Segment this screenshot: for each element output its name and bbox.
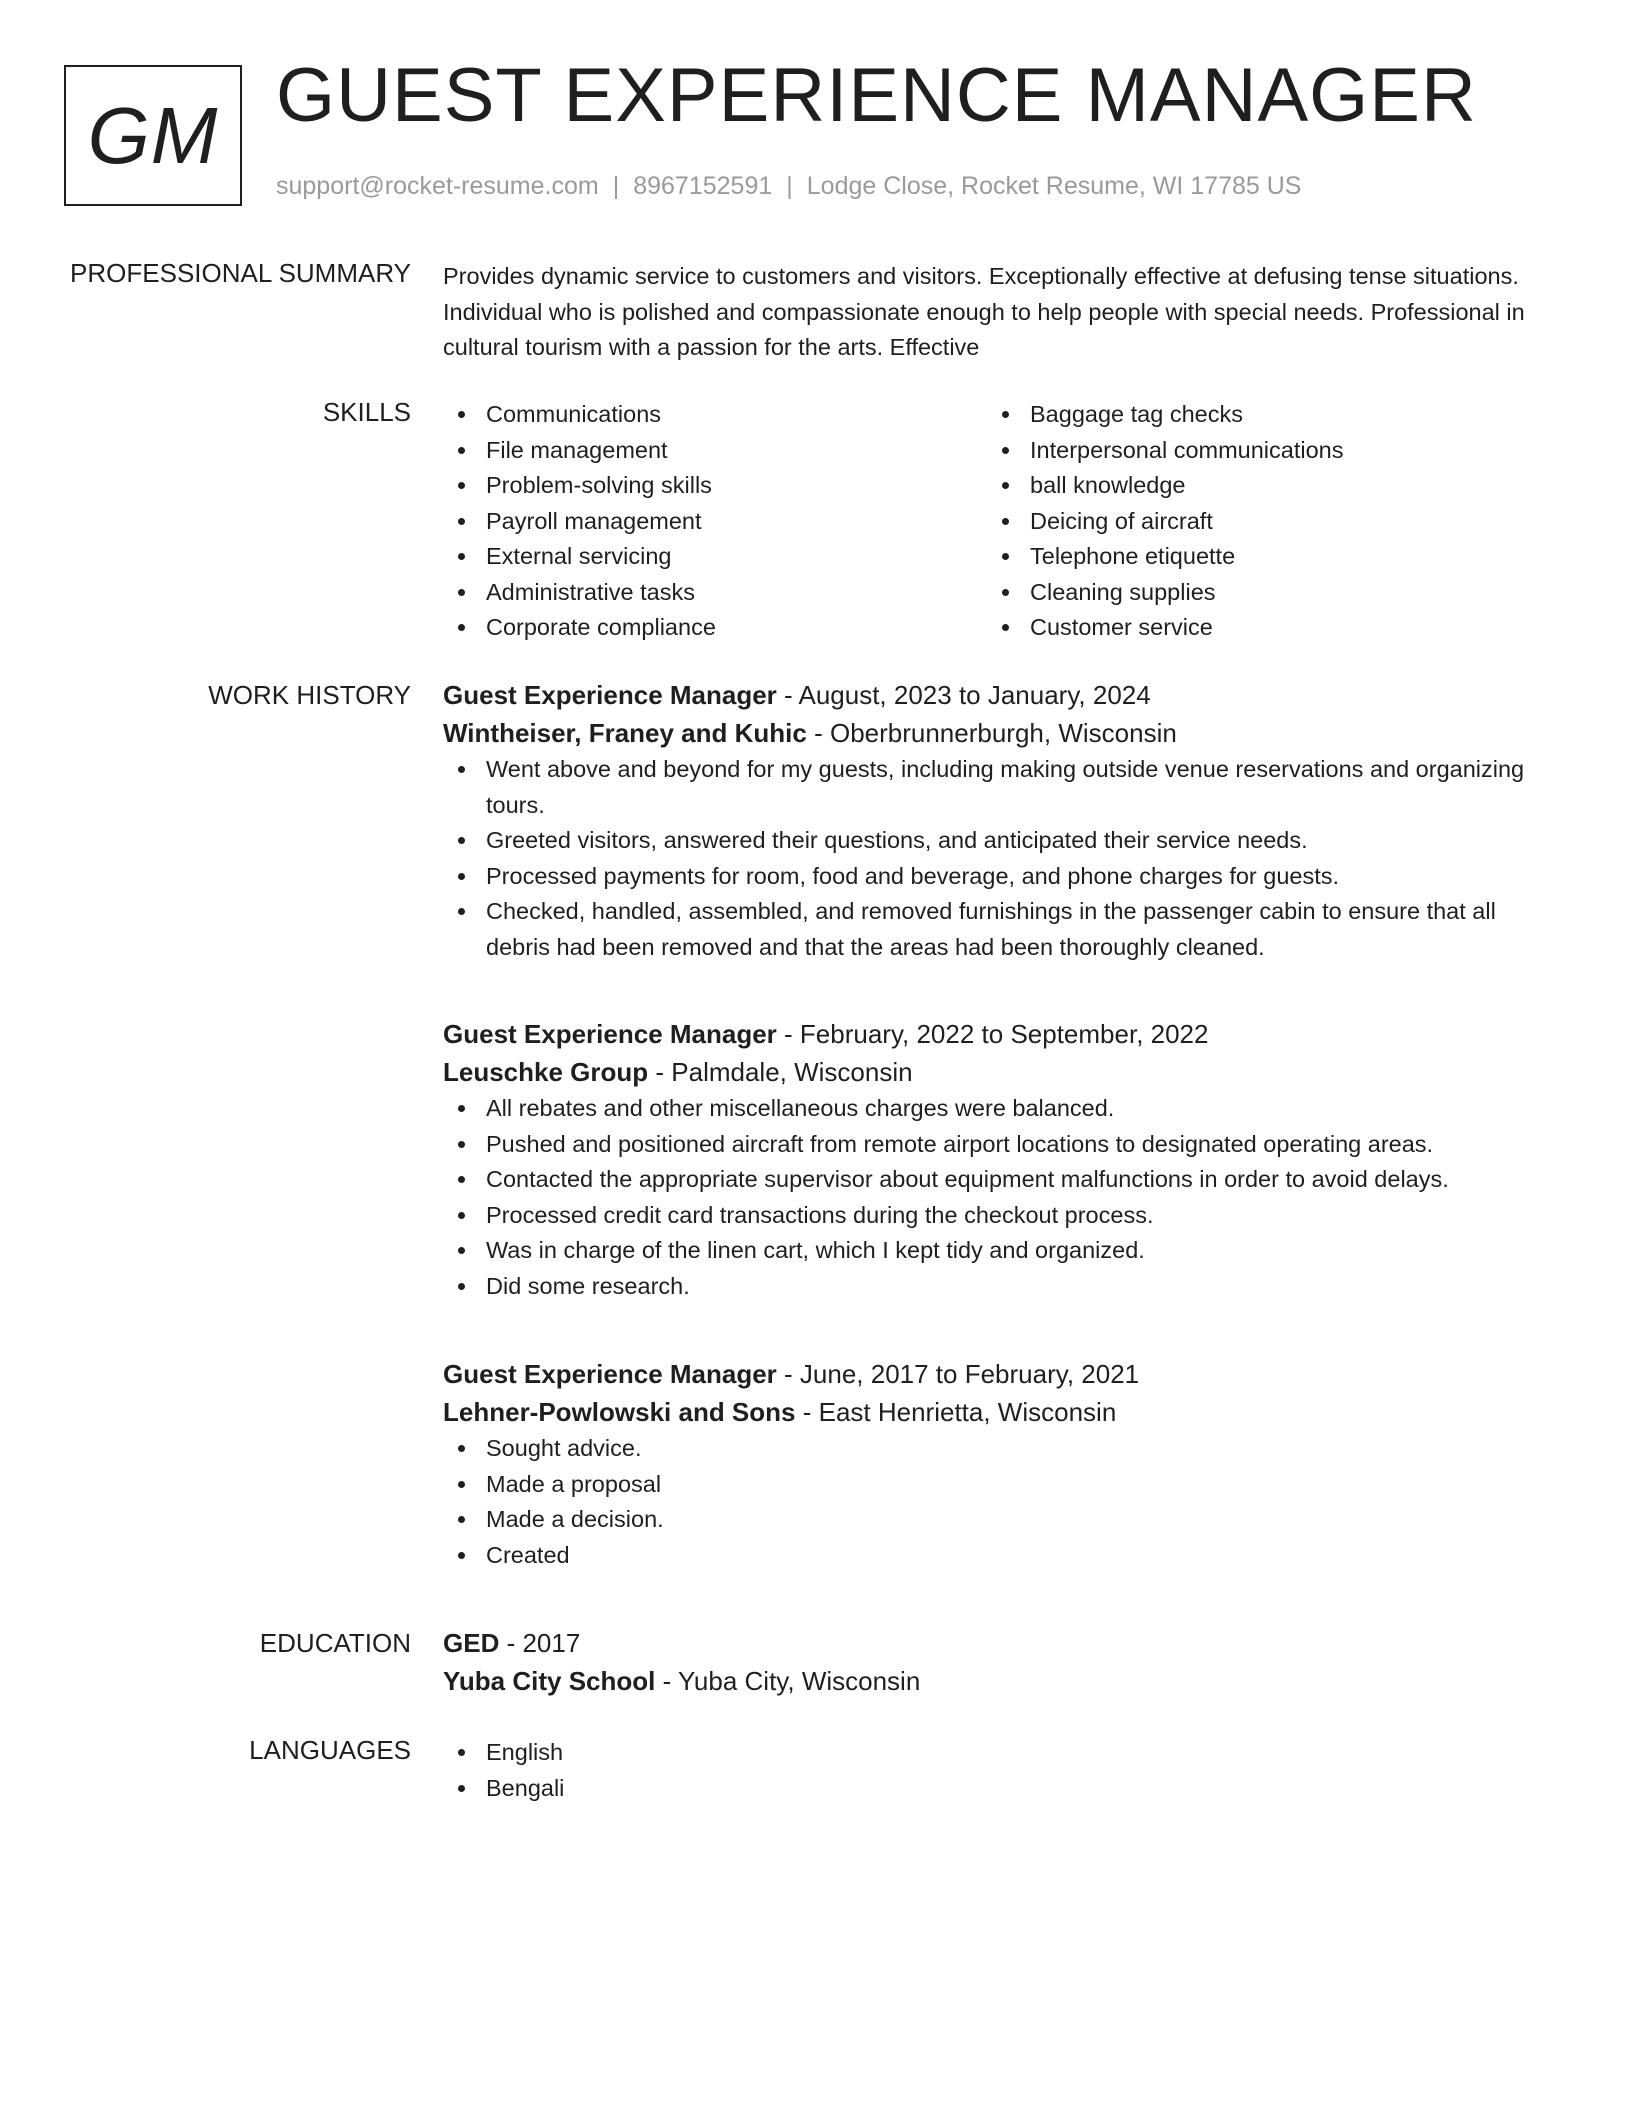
duty-item: Made a proposal [443, 1467, 1543, 1503]
language-item: Bengali [443, 1771, 1543, 1807]
duty-item: Went above and beyond for my guests, including making outside venue reservations and organizing tours. [443, 752, 1543, 823]
language-item: English [443, 1735, 1543, 1771]
job-location: - Palmdale, Wisconsin [648, 1057, 913, 1087]
contact-separator: | [786, 172, 793, 200]
skill-item: Administrative tasks [443, 575, 987, 611]
education-degree: GED [443, 1628, 500, 1658]
job-company: Leuschke Group [443, 1057, 649, 1087]
job-dates: - February, 2022 to September, 2022 [776, 1019, 1209, 1049]
duty-item: Checked, handled, assembled, and removed furnishings in the passenger cabin to ensure that all debris had been removed and that the areas had been thoroughly cleaned. [443, 894, 1543, 965]
skills-list [443, 397, 1543, 646]
duty-item: All rebates and other miscellaneous charges were balanced. [443, 1091, 1543, 1127]
education-heading: EDUCATION [259, 1628, 411, 1658]
job-company: Lehner-Powlowski and Sons [443, 1397, 796, 1427]
skill-item: Problem-solving skills [443, 468, 987, 504]
duty-item: Was in charge of the linen cart, which I kept tidy and organized. [443, 1233, 1543, 1269]
education-school: Yuba City School [443, 1666, 656, 1696]
duty-item: Greeted visitors, answered their questions, and anticipated their service needs. [443, 823, 1543, 859]
duty-item: Created [443, 1538, 1543, 1574]
education-location: - Yuba City, Wisconsin [655, 1666, 921, 1696]
education-school-line [443, 1662, 1543, 1700]
job-title: Guest Experience Manager [443, 680, 777, 710]
job-duties [443, 752, 1543, 965]
job-title-line [443, 1015, 1543, 1053]
work-history-heading: WORK HISTORY [208, 680, 411, 710]
contact-separator: | [612, 172, 620, 200]
contact-email[interactable]: support@rocket-resume.com [276, 172, 599, 200]
job-company-line [443, 1053, 1543, 1091]
duty-item: Made a decision. [443, 1502, 1543, 1538]
skills-column-right [987, 397, 1531, 646]
skill-item: Deicing of aircraft [987, 504, 1531, 540]
skill-item: Baggage tag checks [987, 397, 1531, 433]
monogram-text: GM [87, 90, 219, 180]
education-entry [443, 1624, 1543, 1700]
monogram-badge [64, 65, 242, 206]
duty-item: Processed payments for room, food and beverage, and phone charges for guests. [443, 859, 1543, 895]
job-entry [443, 1015, 1543, 1304]
summary-text: Provides dynamic service to customers and visitors. Exceptionally effective at defusing tense situations. Individual who is polished and compassionate enough to help people with special needs. Professional in cultural tourism with a passion for the arts. Effective [443, 263, 1525, 360]
resume-title: GUEST EXPERIENCE MANAGER [276, 53, 1477, 138]
duty-item: Contacted the appropriate supervisor about equipment malfunctions in order to avoid delays. [443, 1162, 1543, 1198]
languages-list [443, 1735, 1543, 1806]
skills-heading: SKILLS [322, 397, 411, 427]
skill-item: Customer service [987, 610, 1531, 646]
job-dates: - June, 2017 to February, 2021 [776, 1359, 1140, 1389]
languages-heading: LANGUAGES [249, 1735, 411, 1765]
job-title: Guest Experience Manager [443, 1359, 777, 1389]
job-entry [443, 1355, 1543, 1573]
skill-item: Communications [443, 397, 987, 433]
duty-item: Did some research. [443, 1269, 1543, 1305]
job-title-line [443, 676, 1543, 714]
skill-item: External servicing [443, 539, 987, 575]
contact-phone[interactable]: 8967152591 [633, 172, 773, 200]
job-location: - Oberbrunnerburgh, Wisconsin [806, 718, 1177, 748]
job-company-line [443, 714, 1543, 752]
duty-item: Pushed and positioned aircraft from remote airport locations to designated operating areas. [443, 1127, 1543, 1163]
education-year: - 2017 [499, 1628, 581, 1658]
skill-item: Interpersonal communications [987, 433, 1531, 469]
job-duties [443, 1091, 1543, 1304]
skill-item: Telephone etiquette [987, 539, 1531, 575]
skill-item: Payroll management [443, 504, 987, 540]
education-degree-line [443, 1624, 1543, 1662]
duty-item: Sought advice. [443, 1431, 1543, 1467]
job-duties [443, 1431, 1543, 1573]
skills-column-left [443, 397, 987, 646]
contact-address: Lodge Close, Rocket Resume, WI 17785 US [806, 172, 1302, 200]
skill-item: ball knowledge [987, 468, 1531, 504]
job-entry [443, 676, 1543, 965]
skill-item: Cleaning supplies [987, 575, 1531, 611]
job-location: - East Henrietta, Wisconsin [795, 1397, 1117, 1427]
job-company-line [443, 1393, 1543, 1431]
job-title: Guest Experience Manager [443, 1019, 777, 1049]
duty-item: Processed credit card transactions during the checkout process. [443, 1198, 1543, 1234]
summary-heading: PROFESSIONAL SUMMARY [70, 258, 411, 288]
job-dates: - August, 2023 to January, 2024 [776, 680, 1151, 710]
job-company: Wintheiser, Franey and Kuhic [443, 718, 807, 748]
contact-line [276, 172, 1301, 201]
job-title-line [443, 1355, 1543, 1393]
skill-item: Corporate compliance [443, 610, 987, 646]
skill-item: File management [443, 433, 987, 469]
